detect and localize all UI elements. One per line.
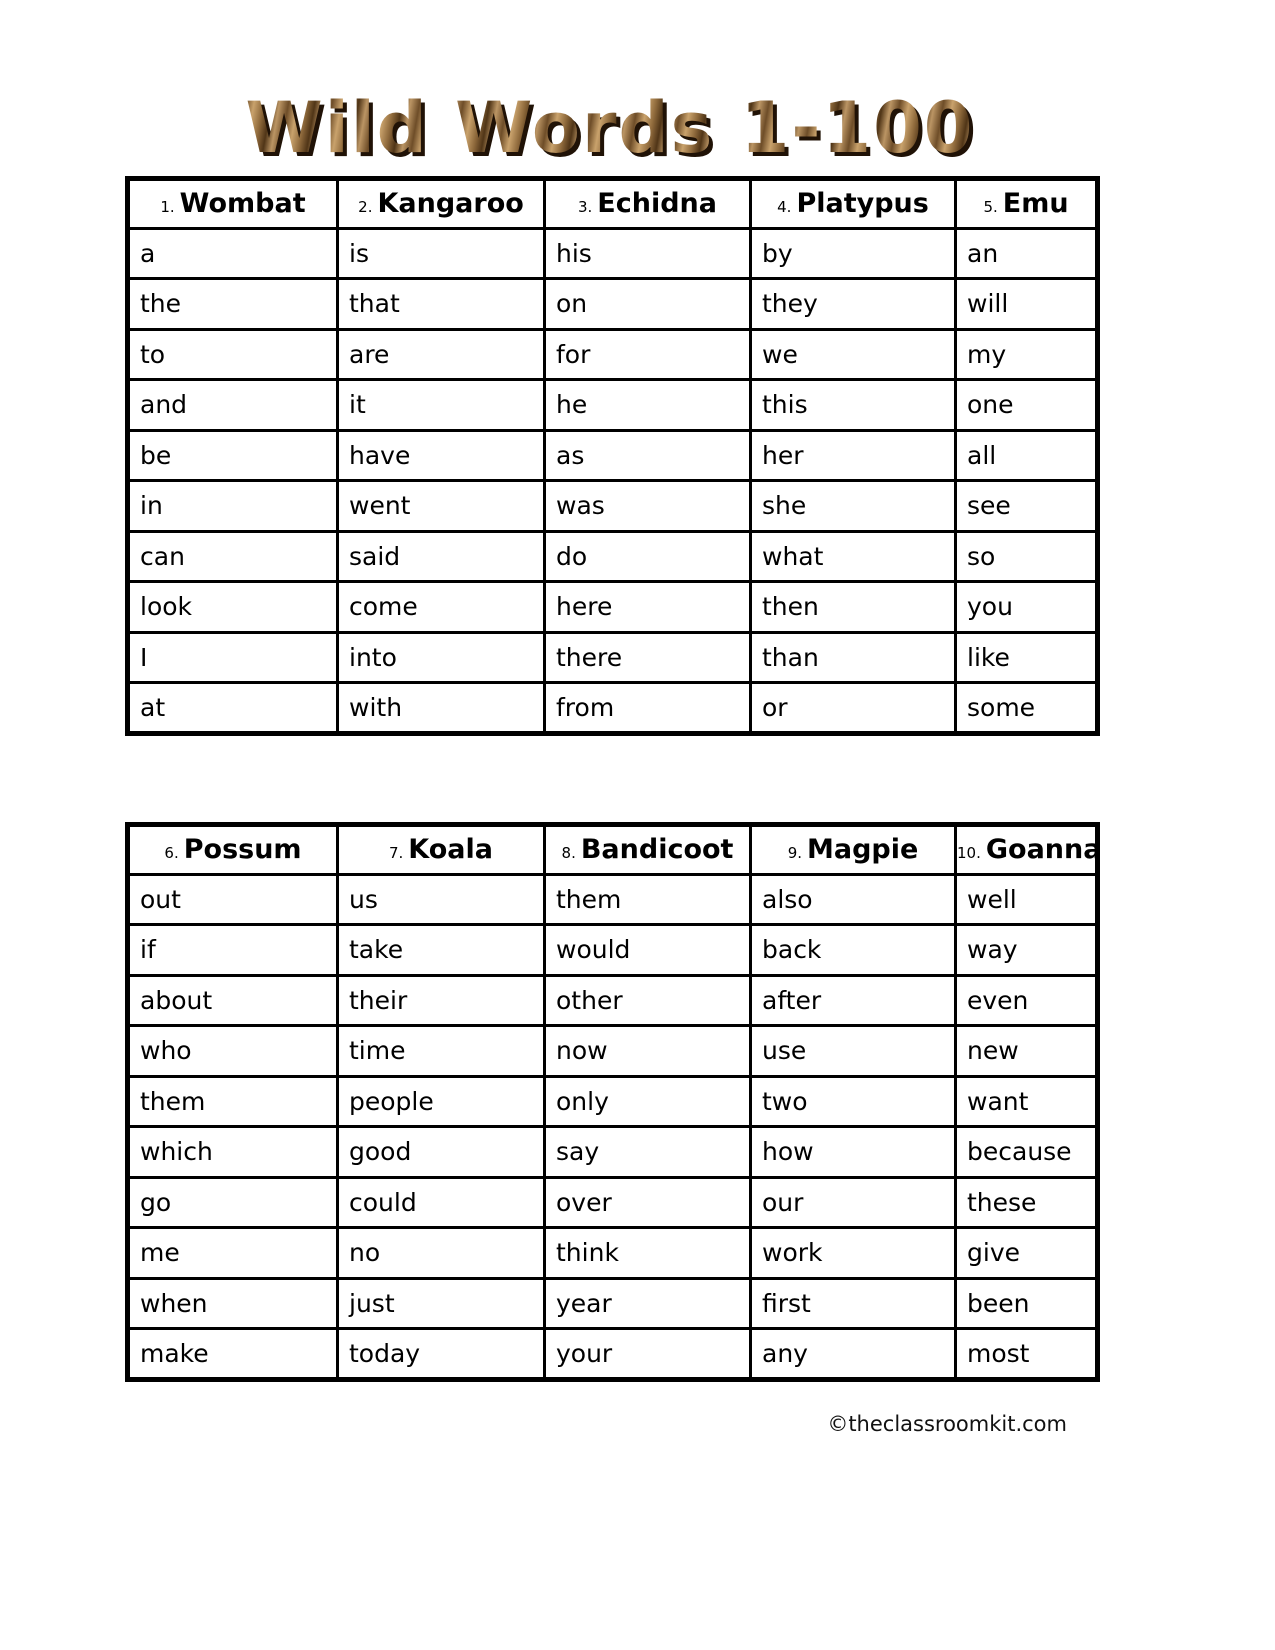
column-number: 3. <box>577 198 593 216</box>
word-cell: good <box>338 1127 545 1178</box>
word-cell: a <box>128 228 338 279</box>
word-cell: two <box>751 1076 956 1127</box>
word-cell: for <box>545 329 751 380</box>
column-animal-name: Platypus <box>796 188 929 219</box>
word-cell: been <box>956 1278 1098 1329</box>
word-cell: I <box>128 632 338 683</box>
word-cell: new <box>956 1026 1098 1077</box>
word-cell: like <box>956 632 1098 683</box>
word-cell: on <box>545 279 751 330</box>
word-cell: from <box>545 683 751 734</box>
column-number: 4. <box>777 198 792 216</box>
column-number: 10. <box>957 844 981 862</box>
word-cell: her <box>751 430 956 481</box>
column-animal-name: Kangaroo <box>377 188 524 219</box>
word-cell: say <box>545 1127 751 1178</box>
word-cell: by <box>751 228 956 279</box>
column-number: 9. <box>787 844 802 862</box>
word-cell: today <box>338 1329 545 1380</box>
word-cell: them <box>545 874 751 925</box>
copyright-text: ©theclassroomkit.com <box>827 1411 1067 1436</box>
column-animal-name: Magpie <box>807 834 919 865</box>
column-animal-name: Emu <box>1002 188 1069 219</box>
word-cell: then <box>751 582 956 633</box>
word-cell: if <box>128 925 338 976</box>
column-number: 6. <box>164 844 179 862</box>
word-cell: is <box>338 228 545 279</box>
word-cell: be <box>128 430 338 481</box>
word-cell: she <box>751 481 956 532</box>
word-cell: see <box>956 481 1098 532</box>
word-cell: even <box>956 975 1098 1026</box>
word-cell: with <box>338 683 545 734</box>
word-table-2 <box>125 822 1100 1382</box>
word-cell: can <box>128 531 338 582</box>
word-cell: his <box>545 228 751 279</box>
word-row <box>128 531 1098 582</box>
word-row <box>128 430 1098 481</box>
word-row <box>128 228 1098 279</box>
word-cell: are <box>338 329 545 380</box>
word-row <box>128 632 1098 683</box>
word-cell: our <box>751 1177 956 1228</box>
word-cell: which <box>128 1127 338 1178</box>
column-animal-name: Possum <box>183 834 302 865</box>
word-cell: also <box>751 874 956 925</box>
word-cell: would <box>545 925 751 976</box>
word-cell: they <box>751 279 956 330</box>
word-cell: take <box>338 925 545 976</box>
word-cell: so <box>956 531 1098 582</box>
column-number: 1. <box>160 198 175 216</box>
word-cell: us <box>338 874 545 925</box>
column-animal-name: Goanna <box>985 834 1102 865</box>
word-cell: that <box>338 279 545 330</box>
word-cell: well <box>956 874 1098 925</box>
word-cell: he <box>545 380 751 431</box>
word-row <box>128 481 1098 532</box>
word-row <box>128 582 1098 633</box>
word-cell: their <box>338 975 545 1026</box>
word-row <box>128 279 1098 330</box>
word-cell: people <box>338 1076 545 1127</box>
column-header <box>751 824 956 874</box>
word-row <box>128 380 1098 431</box>
word-cell: or <box>751 683 956 734</box>
word-row <box>128 925 1098 976</box>
word-cell: an <box>956 228 1098 279</box>
word-cell: just <box>338 1278 545 1329</box>
word-cell: because <box>956 1127 1098 1178</box>
word-table-1 <box>125 176 1100 736</box>
column-header <box>128 824 338 874</box>
word-cell: do <box>545 531 751 582</box>
word-cell: in <box>128 481 338 532</box>
word-row <box>128 975 1098 1026</box>
column-header <box>956 824 1102 874</box>
column-animal-name: Bandicoot <box>580 834 734 865</box>
word-cell: most <box>956 1329 1098 1380</box>
word-cell: want <box>956 1076 1098 1127</box>
word-cell: what <box>751 531 956 582</box>
word-cell: there <box>545 632 751 683</box>
word-cell: over <box>545 1177 751 1228</box>
word-cell: your <box>545 1329 751 1380</box>
word-cell: to <box>128 329 338 380</box>
page-title: Wild Words 1-100 <box>125 92 1095 166</box>
word-cell: back <box>751 925 956 976</box>
word-row <box>128 1228 1098 1279</box>
word-cell: use <box>751 1026 956 1077</box>
word-cell: said <box>338 531 545 582</box>
word-cell: have <box>338 430 545 481</box>
column-header <box>128 178 338 228</box>
word-cell: it <box>338 380 545 431</box>
word-cell: could <box>338 1177 545 1228</box>
word-row <box>128 1329 1098 1380</box>
word-cell: me <box>128 1228 338 1279</box>
word-cell: these <box>956 1177 1098 1228</box>
word-cell: who <box>128 1026 338 1077</box>
word-cell: make <box>128 1329 338 1380</box>
header-row <box>128 178 1098 228</box>
column-header <box>956 178 1098 228</box>
column-header <box>751 178 956 228</box>
word-cell: no <box>338 1228 545 1279</box>
word-cell: at <box>128 683 338 734</box>
word-cell: here <box>545 582 751 633</box>
word-cell: after <box>751 975 956 1026</box>
word-cell: way <box>956 925 1098 976</box>
header-row <box>128 824 1098 874</box>
word-cell: other <box>545 975 751 1026</box>
column-animal-name: Koala <box>408 834 493 865</box>
word-row <box>128 683 1098 734</box>
word-cell: and <box>128 380 338 431</box>
word-cell: than <box>751 632 956 683</box>
column-header <box>338 824 545 874</box>
word-cell: time <box>338 1026 545 1077</box>
word-cell: this <box>751 380 956 431</box>
column-number: 2. <box>358 198 373 216</box>
word-cell: only <box>545 1076 751 1127</box>
word-cell: how <box>751 1127 956 1178</box>
word-cell: give <box>956 1228 1098 1279</box>
word-cell: one <box>956 380 1098 431</box>
word-cell: into <box>338 632 545 683</box>
word-cell: come <box>338 582 545 633</box>
word-cell: about <box>128 975 338 1026</box>
word-cell: think <box>545 1228 751 1279</box>
word-cell: when <box>128 1278 338 1329</box>
word-row <box>128 874 1098 925</box>
word-cell: go <box>128 1177 338 1228</box>
word-cell: we <box>751 329 956 380</box>
word-cell: all <box>956 430 1098 481</box>
word-row <box>128 1076 1098 1127</box>
column-header <box>338 178 545 228</box>
column-animal-name: Wombat <box>179 188 306 219</box>
word-cell: you <box>956 582 1098 633</box>
word-cell: any <box>751 1329 956 1380</box>
word-cell: was <box>545 481 751 532</box>
column-header <box>545 824 751 874</box>
word-cell: year <box>545 1278 751 1329</box>
word-row <box>128 1278 1098 1329</box>
word-cell: the <box>128 279 338 330</box>
word-row <box>128 1127 1098 1178</box>
word-cell: went <box>338 481 545 532</box>
column-number: 5. <box>983 198 998 216</box>
word-cell: them <box>128 1076 338 1127</box>
word-cell: as <box>545 430 751 481</box>
word-row <box>128 1177 1098 1228</box>
word-cell: now <box>545 1026 751 1077</box>
word-cell: look <box>128 582 338 633</box>
word-row <box>128 1026 1098 1077</box>
word-cell: first <box>751 1278 956 1329</box>
column-number: 7. <box>388 844 404 862</box>
word-cell: some <box>956 683 1098 734</box>
word-cell: my <box>956 329 1098 380</box>
column-header <box>545 178 751 228</box>
word-cell: will <box>956 279 1098 330</box>
word-cell: work <box>751 1228 956 1279</box>
column-number: 8. <box>561 844 576 862</box>
word-row <box>128 329 1098 380</box>
word-cell: out <box>128 874 338 925</box>
column-animal-name: Echidna <box>597 188 717 219</box>
